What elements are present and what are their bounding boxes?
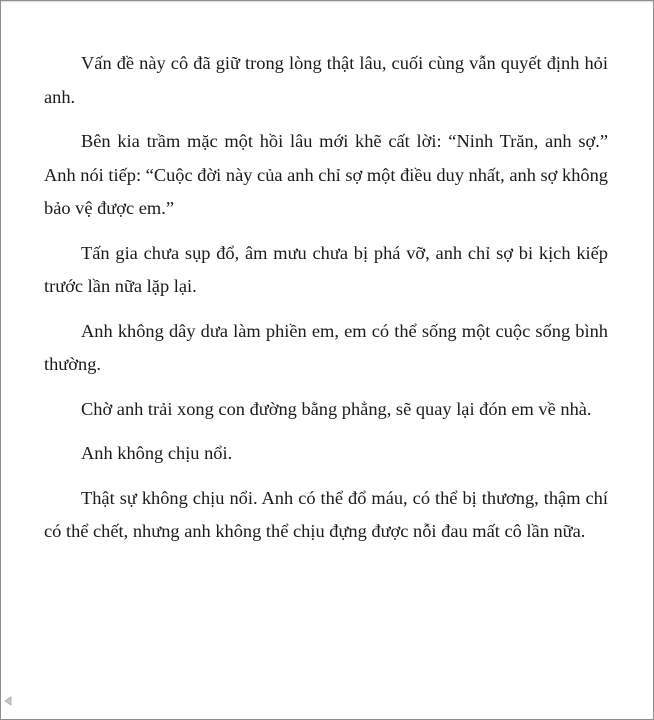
paragraph-5: Chờ anh trải xong con đường bằng phẳng, sẽ quay lại đón em về nhà. — [81, 398, 592, 419]
arrow-left-icon[interactable] — [2, 694, 14, 706]
paragraph-1: Vấn đề này cô đã giữ trong lòng thật lâu, cuối cùng vẫn quyết định hỏi anh. — [44, 53, 608, 107]
paragraph-3: Tấn gia chưa sụp đổ, âm mưu chưa bị phá vỡ, anh chỉ sợ bi kịch kiếp trước lần nữa lặp lại. — [44, 242, 608, 296]
document-body — [44, 47, 608, 560]
paragraph-4: Anh không dây dưa làm phiền em, em có thể sống một cuộc sống bình thường. — [44, 320, 608, 374]
paragraph-7: Thật sự không chịu nổi. Anh có thể đổ máu, có thể bị thương, thậm chí có thể chết, nhưng anh không thể chịu đựng được nỗi đau mất cô lần nữa. — [44, 487, 608, 541]
paragraph-6: Anh không chịu nổi. — [81, 443, 233, 463]
paragraph-2: Bên kia trầm mặc một hồi lâu mới khẽ cất lời: “Ninh Trăn, anh sợ.” Anh nói tiếp: “Cuộc đời này của anh chỉ sợ một điều duy nhất, anh sợ không bảo vệ được em.” — [44, 131, 608, 218]
